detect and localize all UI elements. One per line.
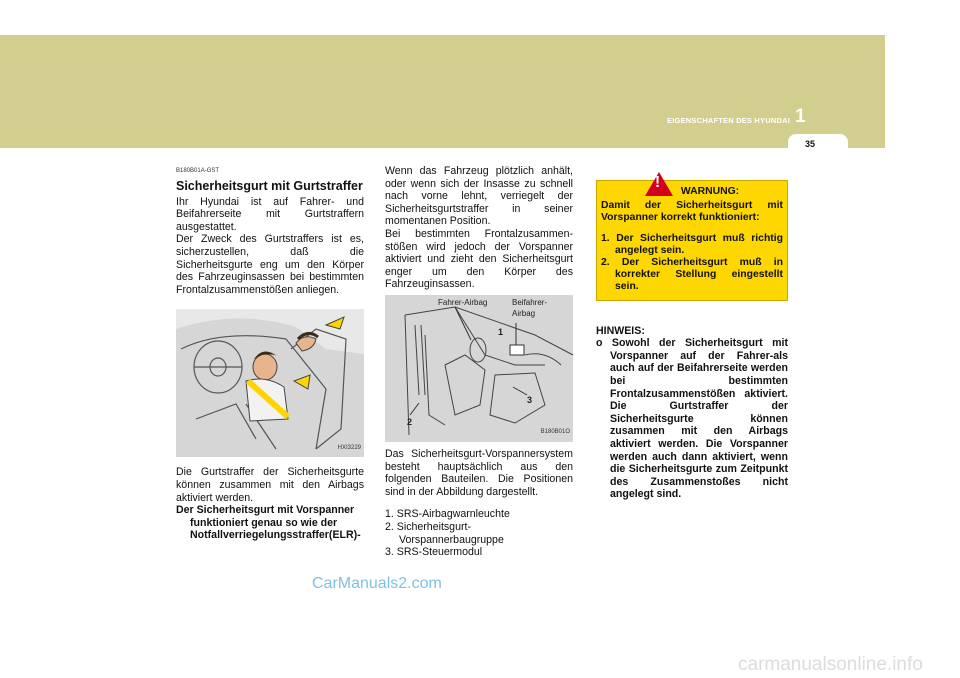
label-beifahrer-airbag: Beifahrer- — [512, 297, 548, 307]
label-beifahrer-airbag-2: Airbag — [512, 308, 536, 318]
paragraph: Ihr Hyundai ist auf Fahrer- und Beifahrerseite mit Gurtstraffern ausgestattet. — [176, 195, 364, 233]
warning-triangle-icon — [645, 172, 673, 196]
list-item: 1. SRS-Airbagwarnleuchte — [385, 508, 510, 521]
list-item: 2. Sicherheitsgurt- — [385, 520, 471, 533]
figure-code: B180B01O — [540, 429, 570, 436]
column-middle — [385, 165, 573, 559]
watermark-carmanuals: CarManuals2.com — [312, 575, 442, 592]
label-number-3: 3 — [527, 394, 533, 405]
section-code: B180B01A-GST — [176, 168, 220, 174]
warning-intro: Damit der Sicherheitsgurt mit Vorspanner korrekt funktioniert: — [601, 200, 783, 224]
paragraph: Das Sicherheitsgurt-Vorspannersystem besteht hauptsächlich aus den folgenden Bauteilen. Die Positionen sind in der Abbildung dargestellt. — [385, 447, 573, 498]
page-number: 35 — [804, 139, 815, 149]
figure-driver-pretensioner — [176, 309, 364, 457]
note-block — [596, 325, 788, 501]
paragraph: Der Zweck des Gurtstraffers ist es, sicherzustellen, daß die Sicherheitsgurte eng um den Körper des Fahrzeuginsassen bei bestimmten Frontalzusammenstößen anliegen. — [176, 233, 364, 296]
note-text: o Sowohl der Sicherheitsgurt mit Vorspanner auf der Fahrer-als auch auf der Beifahrerseite werden bei bestimmten Frontalzusammenstößen aktiviert. Die Gurtstraffer der Sicherheitsgurte können zusammen mit den Airbags aktiviert werden. Die Vorspanner werden auch dann aktiviert, wenn die Sicherheitsgurte zum Zeitpunkt des Zusammenstoßes nicht angelegt sind. — [596, 337, 788, 501]
list-item: 3. SRS-Steuermodul — [385, 546, 483, 559]
chapter-number: 1 — [795, 106, 806, 127]
column-left — [176, 165, 364, 542]
paragraph: Die Gurtstraffer der Sicherheitsgurte können zusammen mit den Airbags aktiviert werden. — [176, 466, 364, 504]
warning-item: 2. Der Sicherheitsgurt muß in korrekter Stellung eingestellt sein. — [601, 257, 783, 293]
watermark-footer: carmanualsonline.info — [738, 654, 923, 675]
figure-illustration — [176, 309, 364, 457]
column-right — [596, 174, 788, 501]
bold-continuation: funktioniert genau so wie der Notfallverriegelungsstraffer(ELR)- — [190, 516, 361, 542]
paragraph: Bei bestimmten Frontalzusammen-stößen wird jedoch der Vorspanner aktiviert und zieht den Sicherheitsgurt enger um den Körper des Fahrzeuginsassen. — [385, 227, 573, 291]
exclamation-icon: ! — [654, 174, 661, 192]
paragraph: Wenn das Fahrzeug plötzlich anhält, oder wenn sich der Insasse zu schnell nach vorne lehnt, verriegelt der Sicherheitsgurtstraffer in seiner momentanen Position. — [385, 165, 573, 228]
chapter-title: EIGENSCHAFTEN DES HYUNDAI — [667, 116, 790, 125]
section-heading: Sicherheitsgurt mit Gurtstraffer — [176, 178, 363, 193]
warning-item: 1. Der Sicherheitsgurt muß richtig angelegt sein. — [601, 232, 783, 256]
figure-pretensioner-components — [385, 295, 573, 442]
header-band — [0, 35, 885, 148]
figure-code: HXI3229 — [337, 444, 361, 451]
warning-header — [601, 174, 783, 198]
note-title: HINWEIS: — [596, 324, 645, 337]
label-number-2: 2 — [407, 416, 413, 427]
figure-illustration — [385, 295, 573, 442]
bold-lead: Der Sicherheitsgurt mit Vorspanner — [176, 504, 355, 517]
warning-title: WARNUNG: — [680, 186, 740, 197]
list-item: Vorspannerbaugruppe — [399, 533, 504, 546]
label-fahrer-airbag: Fahrer-Airbag — [438, 297, 488, 307]
warning-box — [596, 174, 788, 301]
label-number-1: 1 — [498, 326, 504, 337]
